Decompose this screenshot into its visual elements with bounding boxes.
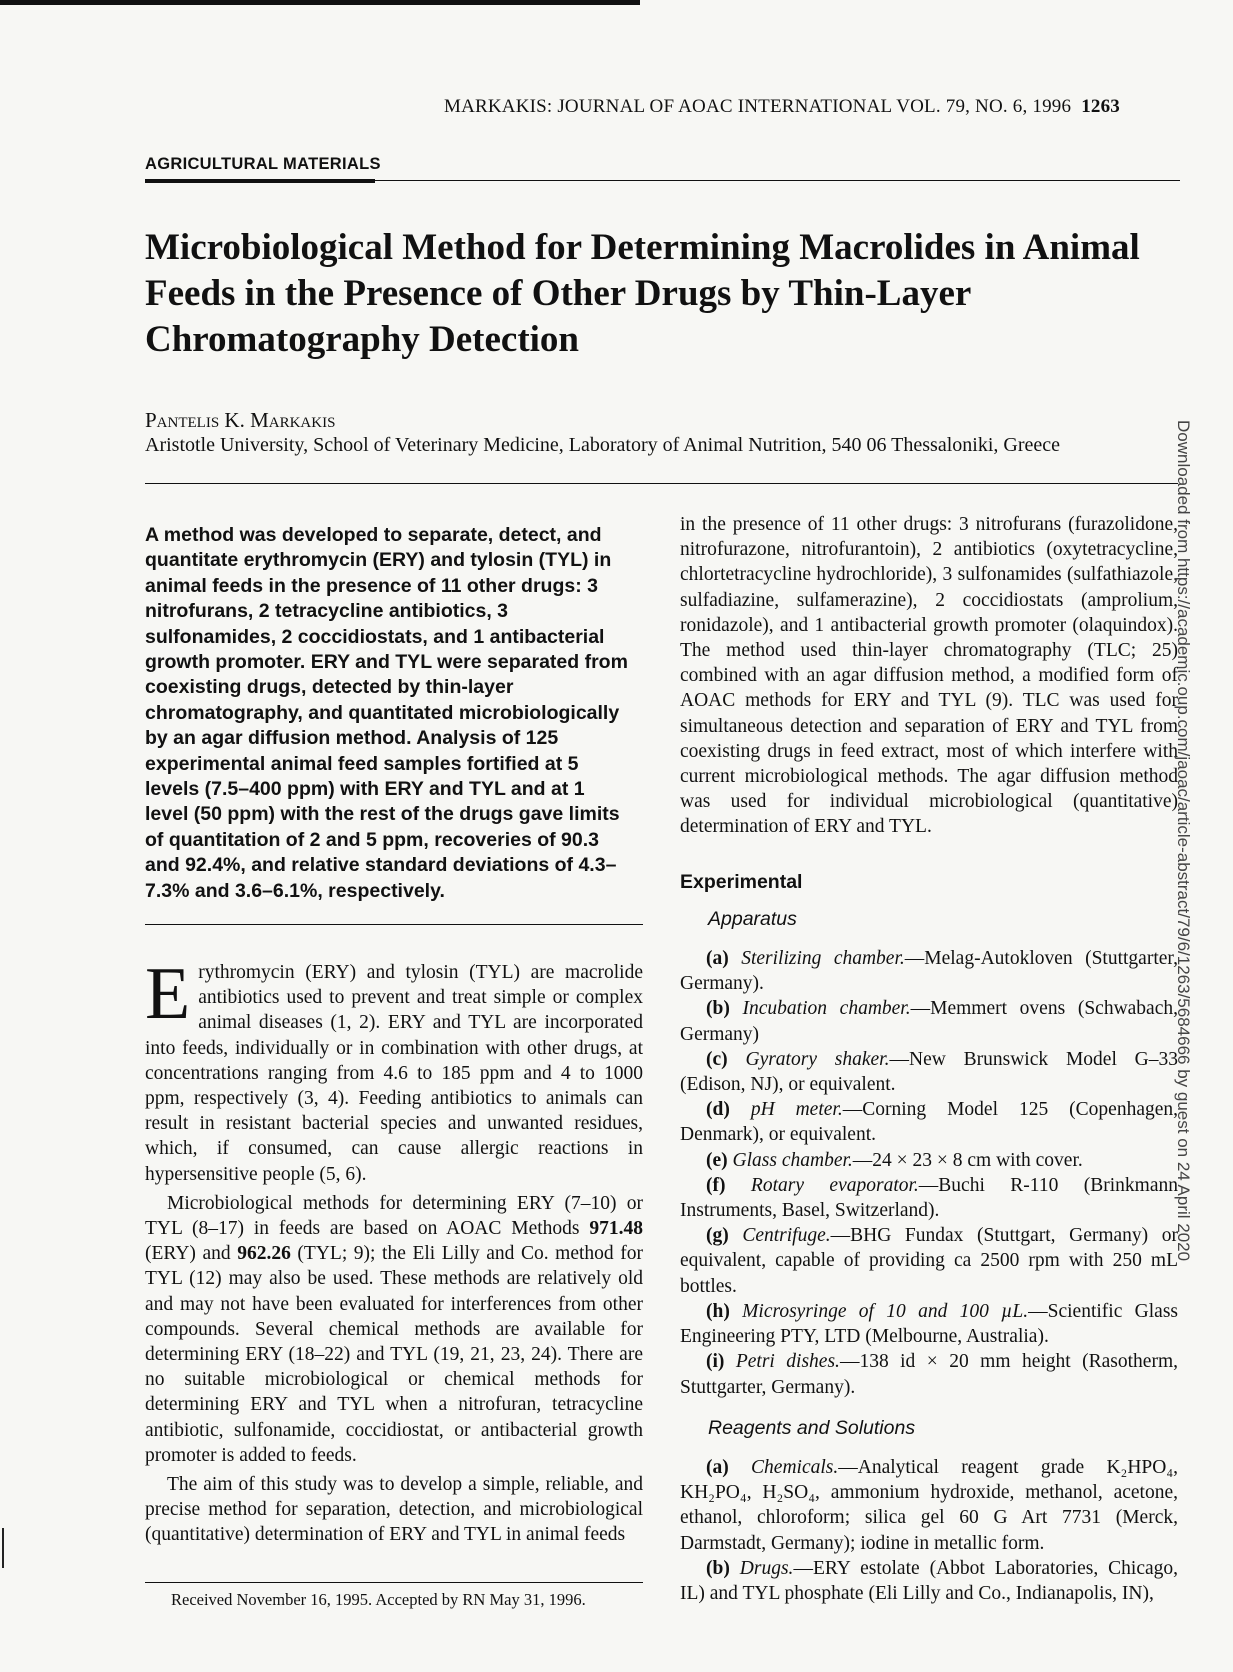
apparatus-item-text: —Buchi R-110 (Brinkmann Instruments, Basel, Switzerland). <box>680 1174 1178 1222</box>
intro-paragraph-3: The aim of this study was to develop a simple, reliable, and precise method for separation, detection, and microbiological (quantitative) determination of ERY and TYL in animal feeds <box>145 1474 643 1546</box>
apparatus-item <box>680 1097 1178 1147</box>
page-number: 1263 <box>1081 96 1120 117</box>
section-label: AGRICULTURAL MATERIALS <box>145 155 381 173</box>
section-rule-thick <box>145 179 375 183</box>
download-watermark: Downloaded from https://academic.oup.com/jaoac/article-abstract/79/6/1263/5684666 by guest on 24 April 2020 <box>1174 420 1193 1262</box>
apparatus-item-label: (e) <box>706 1149 728 1171</box>
reagents-item-name: Drugs. <box>739 1557 794 1579</box>
apparatus-item <box>680 1047 1178 1097</box>
reagents-item <box>680 1556 1178 1606</box>
apparatus-item-name: Petri dishes. <box>735 1351 840 1373</box>
apparatus-item-text: —24 × 23 × 8 cm with cover. <box>852 1149 1083 1171</box>
section-rule-thin <box>375 180 1180 181</box>
apparatus-heading: Apparatus <box>708 907 797 930</box>
apparatus-item-text: —New Brunswick Model G–33 (Edison, NJ), or equivalent. <box>680 1048 1179 1096</box>
intro-paragraph-2: Microbiological methods for determining ERY (7–10) or TYL (8–17) in feeds are based on AOAC Methods 971.48 (ERY) and 962.26 (TYL; 9); the Eli Lilly and Co. method for TYL (12) may also be used. These methods are relatively old and may not have been evaluated for interferences from other compounds. Several chemical methods are available for determining ERY (18–22) and TYL (19, 21, 23, 24). There are no suitable microbiological or chemical methods for determining ERY and TYL when a nitrofuran, tetracycline antibiotic, sulfonamide, coccidiostat, or antibacterial growth promoter is added to feeds. <box>145 1192 643 1466</box>
apparatus-item <box>680 1148 1178 1173</box>
reagents-item-label: (b) <box>706 1557 730 1579</box>
running-head <box>444 96 1120 118</box>
intro-paragraph-1: Erythromycin (ERY) and tylosin (TYL) are macrolide antibiotics used to prevent and treat simple or complex animal diseases (1, 2). ERY and TYL are incorporated into feeds, individually or in combination with other drugs, at concentrations ranging from 4.6 to 185 ppm and 4 to 1000 ppm, respectively (3, 4). Feeding antibiotics to animals can result in resistant bacterial species and unwanted residues, which, if consumed, can cause allergic reactions in hypersensitive people (5, 6). <box>145 953 643 1185</box>
reagents-heading: Reagents and Solutions <box>708 1416 916 1439</box>
received-footnote: Received November 16, 1995. Accepted by RN May 31, 1996. <box>171 1590 586 1609</box>
article-title: Microbiological Method for Determining Macrolides in Animal Feeds in the Presence of Other Drugs by Thin-Layer Chromatography Detection <box>145 227 1140 360</box>
abstract: A method was developed to separate, detect, and quantitate erythromycin (ERY) and tylosin (TYL) in animal feeds in the presence of 11 other drugs: 3 nitrofurans, 2 tetracycline antibiotics, 3 sulfonamides, 2 coccidiostats, and 1 antibacterial growth promoter. ERY and TYL were separated from coexisting drugs, detected by thin-layer chromatography, and quantitated microbiologically by an agar diffusion method. Analysis of 125 experimental animal feed samples fortified at 5 levels (7.5–400 ppm) with ERY and TYL and at 1 level (50 ppm) with the rest of the drugs gave limits of quantitation of 2 and 5 ppm, recoveries of 90.3 and 92.4%, and relative standard deviations of 4.3–7.3% and 3.6–6.1%, respectively. <box>145 524 628 902</box>
apparatus-item <box>680 1349 1178 1399</box>
author-name: Pantelis K. Markakis <box>145 408 336 432</box>
apparatus-item-name: Rotary evaporator. <box>750 1174 919 1196</box>
apparatus-item-text: —BHG Fundax (Stuttgart, Germany) or equivalent, capable of providing ca 2500 rpm with 250 mL bottles. <box>680 1225 1178 1297</box>
reagents-item-text: —Analytical reagent grade K₂HPO₄, KH₂PO₄, H₂SO₄, ammonium hydroxide, methanol, acetone, ethanol, chloroform; silica gel 60 G Art 7731 (Merck, Darmstadt, Germany); iodine in metallic form. <box>680 1456 1179 1554</box>
apparatus-item-label: (b) <box>706 998 730 1020</box>
experimental-heading: Experimental <box>680 870 803 893</box>
apparatus-item-label: (g) <box>706 1225 729 1247</box>
apparatus-item-text: —Scientific Glass Engineering PTY, LTD (Melbourne, Australia). <box>680 1300 1179 1348</box>
aoac-method-971-48: 971.48 <box>589 1218 643 1240</box>
drop-cap: E <box>145 953 191 1035</box>
apparatus-item <box>680 946 1178 996</box>
apparatus-item <box>680 1173 1178 1223</box>
aoac-method-962-26: 962.26 <box>237 1243 291 1265</box>
intro-continuation: in the presence of 11 other drugs: 3 nitrofurans (furazolidone, nitrofurazone, nitrofurantoin), 2 antibiotics (oxytetracycline, chlortetracycline hydrochloride), 3 sulfonamides (sulfathiazole, sulfadiazine, sulfamerazine), 2 coccidiostats (amprolium, ronidazole), and 1 antibacterial growth promoter (olaquindox). The method used thin-layer chromatography (TLC; 25) combined with an agar diffusion method, a modified form of AOAC methods for ERY and TYL (9). TLC was used for simultaneous detection and separation of ERY and TYL from coexisting drugs in feed extract, most of which interfere with current microbiological methods. The agar diffusion method was used for individual microbiological (quantitative) determination of ERY and TYL. <box>680 514 1178 838</box>
apparatus-item-text: —138 id × 20 mm height (Rasotherm, Stuttgarter, Germany). <box>680 1351 1178 1398</box>
right-column <box>680 512 1178 1606</box>
intro-column <box>145 953 643 1548</box>
header-divider <box>145 483 1178 484</box>
top-edge-rule <box>0 0 640 5</box>
apparatus-item <box>680 996 1178 1046</box>
apparatus-item-text: —Memmert ovens (Schwabach, Germany) <box>680 998 1178 1045</box>
reagents-list <box>680 1455 1178 1606</box>
apparatus-item-label: (f) <box>706 1174 726 1196</box>
abstract-divider <box>145 924 643 925</box>
apparatus-list <box>680 946 1178 1400</box>
apparatus-item-text: —Corning Model 125 (Copenhagen, Denmark), or equivalent. <box>680 1099 1179 1146</box>
apparatus-item-name: Incubation chamber. <box>742 998 911 1020</box>
apparatus-item-text: —Melag-Autokloven (Stuttgarter, Germany). <box>680 948 1178 995</box>
apparatus-item-name: Sterilizing chamber. <box>741 948 905 970</box>
apparatus-item-label: (a) <box>706 948 729 970</box>
apparatus-item-label: (h) <box>706 1300 730 1322</box>
apparatus-item-name: Centrifuge. <box>742 1225 831 1247</box>
reagents-item-label: (a) <box>706 1456 729 1478</box>
apparatus-item-label: (d) <box>706 1099 730 1121</box>
reagents-item <box>680 1455 1178 1556</box>
reagents-item-text: —ERY estolate (Abbot Laboratories, Chicago, IL) and TYL phosphate (Eli Lilly and Co., Indianapolis, IN), <box>680 1557 1178 1604</box>
apparatus-item-name: Glass chamber. <box>732 1149 853 1171</box>
apparatus-item-label: (i) <box>706 1351 725 1373</box>
author-affiliation: Aristotle University, School of Veterinary Medicine, Laboratory of Animal Nutrition, 540 06 Thessaloniki, Greece <box>145 434 1060 456</box>
apparatus-item <box>680 1223 1178 1299</box>
apparatus-item-name: Microsyringe of 10 and 100 µL. <box>742 1300 1029 1322</box>
footnote-divider <box>145 1582 643 1583</box>
reagents-item-name: Chemicals. <box>751 1456 839 1478</box>
apparatus-item-name: Gyratory shaker. <box>745 1048 890 1070</box>
apparatus-item-name: pH meter. <box>750 1099 843 1121</box>
scan-edge-mark <box>2 1528 4 1568</box>
apparatus-item <box>680 1299 1178 1349</box>
journal-citation: MARKAKIS: JOURNAL OF AOAC INTERNATIONAL VOL. 79, NO. 6, 1996 <box>443 96 1072 117</box>
apparatus-item-label: (c) <box>706 1048 728 1070</box>
